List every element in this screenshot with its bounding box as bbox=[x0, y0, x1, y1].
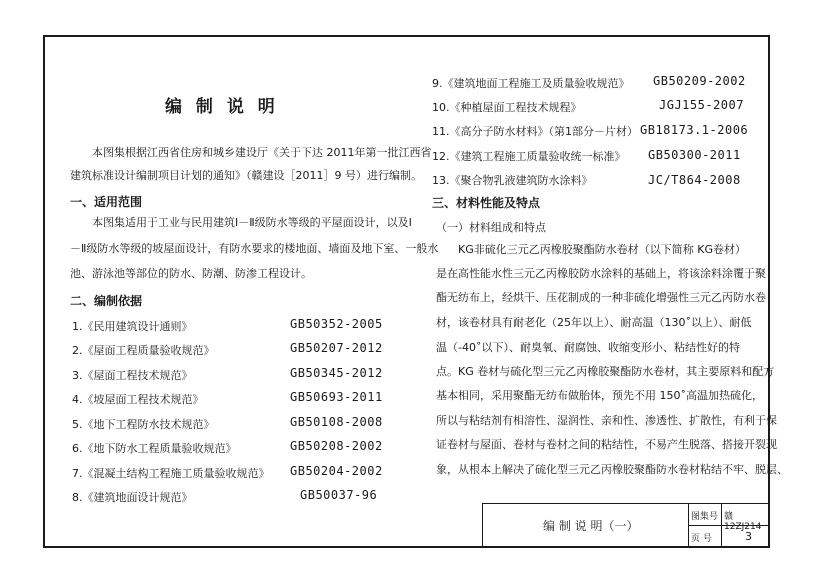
atlas-number-label: 图集号 bbox=[691, 512, 719, 522]
standard-code: GB50204-2002 bbox=[290, 464, 383, 478]
standard-name: 8.《建筑地面设计规范》 bbox=[72, 491, 193, 504]
standard-code: GB50037-96 bbox=[300, 488, 378, 502]
paragraph-line: 材，该卷材具有耐老化（25年以上）、耐高温（130˚以上）、耐低 bbox=[436, 316, 752, 329]
standard-code: JC/T864-2008 bbox=[648, 173, 741, 187]
standard-code: GB50108-2008 bbox=[290, 415, 383, 429]
standard-code: JGJ155-2007 bbox=[659, 98, 744, 112]
paragraph-line: 点。KG 卷材与硫化型三元乙丙橡胶聚酯防水卷材，其主要原料和配方 bbox=[436, 365, 775, 378]
standard-code: GB50300-2011 bbox=[648, 148, 741, 162]
section-3-heading: 三、材料性能及特点 bbox=[432, 196, 541, 210]
sheet-title: 编 制 说 明（一） bbox=[543, 519, 639, 533]
page-number: 3 bbox=[745, 530, 752, 543]
scope-line-1: 本图集适用于工业与民用建筑Ⅰ－Ⅱ级防水等级的平屋面设计，以及Ⅰ bbox=[92, 216, 412, 229]
paragraph-line: 证卷材与屋面、卷材与卷材之间的粘结性，不易产生脱落、搭接开裂现 bbox=[436, 438, 777, 451]
standard-name: 4.《坡屋面工程技术规范》 bbox=[72, 393, 204, 406]
standard-name: 10.《种植屋面工程技术规程》 bbox=[432, 101, 582, 114]
standard-code: GB50345-2012 bbox=[290, 366, 383, 380]
standard-name: 6.《地下防水工程质量验收规范》 bbox=[72, 442, 237, 455]
standard-name: 3.《屋面工程技术规范》 bbox=[72, 369, 193, 382]
standard-code: GB18173.1-2006 bbox=[640, 123, 749, 137]
standard-name: 1.《民用建筑设计通则》 bbox=[72, 320, 193, 333]
standard-name: 9.《建筑地面工程施工及质量验收规范》 bbox=[432, 77, 630, 90]
standard-name: 2.《屋面工程质量验收规范》 bbox=[72, 344, 215, 357]
paragraph-line: 是在高性能水性三元乙丙橡胶防水涂料的基础上，将该涂料涂覆于聚 bbox=[436, 267, 766, 280]
intro-line-2: 建筑标准设计编制项目计划的通知》（赣建设［2011］9 号）进行编制。 bbox=[70, 169, 422, 182]
standard-name: 12.《建筑工程施工质量验收统一标准》 bbox=[432, 150, 626, 163]
standard-name: 7.《混凝土结构工程施工质量验收规范》 bbox=[72, 467, 270, 480]
paragraph-line: 象，从根本上解决了硫化型三元乙丙橡胶聚酯防水卷材粘结不牢、脱层、 bbox=[436, 463, 788, 476]
standard-name: 11.《高分子防水材料》（第1部分－片材） bbox=[432, 125, 638, 138]
paragraph-line: KG非硫化三元乙丙橡胶聚酯防水卷材（以下简称 KG卷材） bbox=[458, 243, 746, 256]
standard-code: GB50693-2011 bbox=[290, 390, 383, 404]
paragraph-line: 酯无纺布上，经烘干、压花制成的一种非硫化增强性三元乙丙防水卷 bbox=[436, 291, 766, 304]
paragraph-line: 基本相同，采用聚酯无纺布做胎体，预先不用 150˚高温加热硫化， bbox=[436, 389, 763, 402]
paragraph-line: 温（-40˚以下）、耐臭氧、耐腐蚀、收缩变形小、粘结性好的特 bbox=[436, 341, 740, 354]
atlas-number: 赣12ZJ214 bbox=[724, 512, 762, 532]
standard-name: 5.《地下工程防水技术规范》 bbox=[72, 418, 215, 431]
standard-code: GB50207-2012 bbox=[290, 341, 383, 355]
standard-code: GB50209-2002 bbox=[653, 74, 746, 88]
standard-code: GB50352-2005 bbox=[290, 317, 383, 331]
subsection-heading: （一）材料组成和特点 bbox=[436, 221, 546, 234]
page-title: 编 制 说 明 bbox=[165, 97, 279, 117]
paragraph-line: 所以与粘结剂有相溶性、湿润性、亲和性、渗透性、扩散性，有利于保 bbox=[436, 414, 777, 427]
standard-name: 13.《聚合物乳液建筑防水涂料》 bbox=[432, 174, 593, 187]
intro-line-1: 本图集根据江西省住房和城乡建设厅《关于下达 2011年第一批江西省 bbox=[92, 146, 432, 159]
page-number-label: 页 号 bbox=[691, 534, 712, 544]
scope-line-2: －Ⅱ级防水等级的坡屋面设计，有防水要求的楼地面、墙面及地下室、一般水 bbox=[70, 242, 439, 255]
title-block bbox=[482, 503, 769, 547]
scope-line-3: 池、游泳池等部位的防水、防潮、防渗工程设计。 bbox=[70, 267, 312, 280]
standard-code: GB50208-2002 bbox=[290, 439, 383, 453]
section-1-heading: 一、适用范围 bbox=[70, 195, 143, 209]
section-2-heading: 二、编制依据 bbox=[70, 294, 143, 308]
